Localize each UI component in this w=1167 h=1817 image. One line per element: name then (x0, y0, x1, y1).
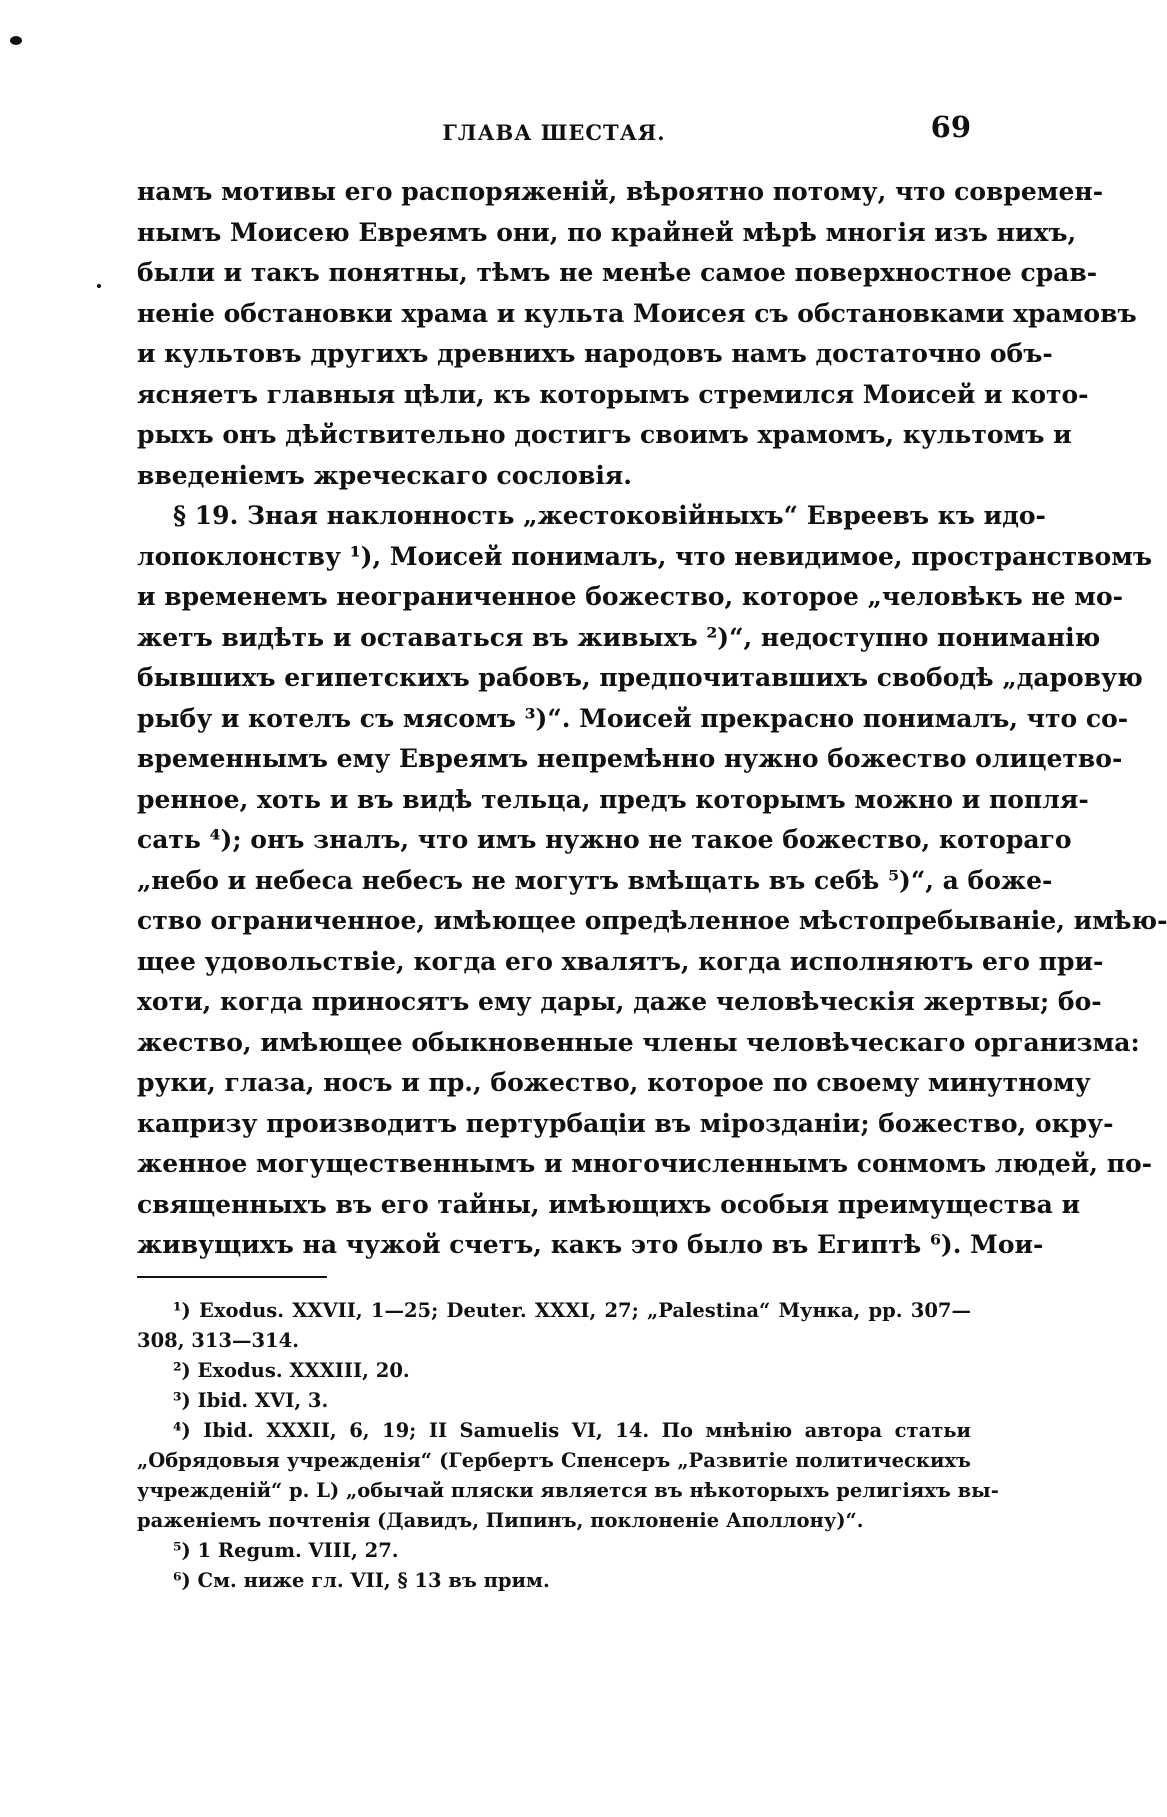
footnote-line: ⁶) См. ниже гл. VII, § 13 въ прим. (173, 1569, 550, 1592)
text-line: неніе обстановки храма и культа Моисея съ обстановками храмовъ (137, 298, 1137, 328)
text-line: и культовъ другихъ древнихъ народовъ намъ достаточно объ- (137, 339, 1053, 368)
footnote-line: ³) Ibid. XVI, 3. (173, 1389, 329, 1412)
text-line: § 19. Зная наклонность „жестоковійныхъ“ Евреевъ къ идо- (173, 501, 1046, 530)
ink-speck (10, 36, 22, 45)
text-line: женное могущественнымъ и многочисленнымъ сонмомъ людей, по- (137, 1149, 1153, 1178)
text-line: ренное, хоть и въ видѣ тельца, предъ которымъ можно и попля- (137, 784, 1089, 814)
footnote-line: 308, 313—314. (137, 1329, 299, 1352)
page-number: 69 (930, 110, 971, 144)
text-line: ясняетъ главныя цѣли, къ которымъ стремился Моисей и кото- (137, 379, 1089, 409)
footnote-line: раженіемъ почтенія (Давидъ, Пипинъ, поклоненіе Аполлону)“. (137, 1509, 864, 1532)
text-line: бывшихъ египетскихъ рабовъ, предпочитавшихъ свободѣ „даровую (137, 663, 1143, 692)
text-line: введеніемъ жреческаго сословія. (137, 460, 632, 490)
text-line: рыбу и котелъ съ мясомъ ³)“. Моисей прекрасно понималъ, что со- (137, 703, 1129, 733)
text-line: рыхъ онъ дѣйствительно достигъ своимъ храмомъ, культомъ и (137, 420, 1072, 449)
text-line: „небо и небеса небесъ не могутъ вмѣщать въ себѣ ⁵)“, а боже- (137, 865, 1053, 895)
text-line: капризу производитъ пертурбаціи въ мірозданіи; божество, окру- (137, 1108, 1114, 1138)
footnote-line: ⁵) 1 Regum. VIII, 27. (173, 1539, 399, 1562)
text-line: намъ мотивы его распоряженій, вѣроятно потому, что современ- (137, 177, 1104, 206)
footnote-line: учрежденій“ р. L) „обычай пляски является въ нѣкоторыхъ религіяхъ вы- (137, 1479, 999, 1502)
text-line: хоти, когда приносятъ ему дары, даже человѣческія жертвы; бо- (137, 987, 1102, 1016)
text-line: были и такъ понятны, тѣмъ не менѣе самое поверхностное срав- (137, 258, 1098, 287)
text-line: жетъ видѣть и оставаться въ живыхъ ²)“, недоступно пониманію (137, 622, 1101, 652)
footnote-line: „Обрядовыя учрежденія“ (Гербертъ Спенсеръ „Развитіе политическихъ (137, 1449, 971, 1472)
text-line: лопоклонству ¹), Моисей понималъ, что невидимое, пространствомъ (137, 541, 1153, 571)
text-line: ство ограниченное, имѣющее опредѣленное мѣстопребываніе, имѣю- (137, 906, 1167, 935)
text-line: живущихъ на чужой счетъ, какъ это было въ Египтѣ ⁶). Мои- (137, 1230, 1044, 1259)
footnote-line: ⁴) Ibid. XXXII, 6, 19; II Samuelis VI, 14. По мнѣнію автора статьи (173, 1419, 971, 1442)
running-header (137, 108, 971, 148)
chapter-title: ГЛАВА ШЕСТАЯ. (442, 120, 666, 145)
footnote-divider (137, 1276, 327, 1278)
text-line: священныхъ въ его тайны, имѣющихъ особыя преимущества и (137, 1189, 1081, 1219)
text-line: руки, глаза, носъ и пр., божество, которое по своему минутному (137, 1068, 1091, 1097)
text-line: временнымъ ему Евреямъ непремѣнно нужно божество олицетво- (137, 744, 1123, 773)
footnote-line: ¹) Exodus. XXVII, 1—25; Deuter. XXXI, 27; „Palestina“ Мунка, pp. 307— (173, 1299, 971, 1322)
text-line: щее удовольствіе, когда его хвалятъ, когда исполняютъ его при- (137, 946, 1104, 976)
text-line: и временемъ неограниченное божество, которое „человѣкъ не мо- (137, 582, 1123, 611)
ink-speck (97, 284, 101, 288)
text-line: жество, имѣющее обыкновенные члены человѣческаго организма: (137, 1027, 1140, 1057)
text-line: сать ⁴); онъ зналъ, что имъ нужно не такое божество, котораго (137, 825, 1072, 854)
footnote-line: ²) Exodus. XXXIII, 20. (173, 1359, 410, 1382)
footnotes (137, 1296, 999, 1596)
main-text (137, 172, 1167, 1266)
text-line: нымъ Моисею Евреямъ они, по крайней мѣрѣ многія изъ нихъ, (137, 217, 1077, 247)
